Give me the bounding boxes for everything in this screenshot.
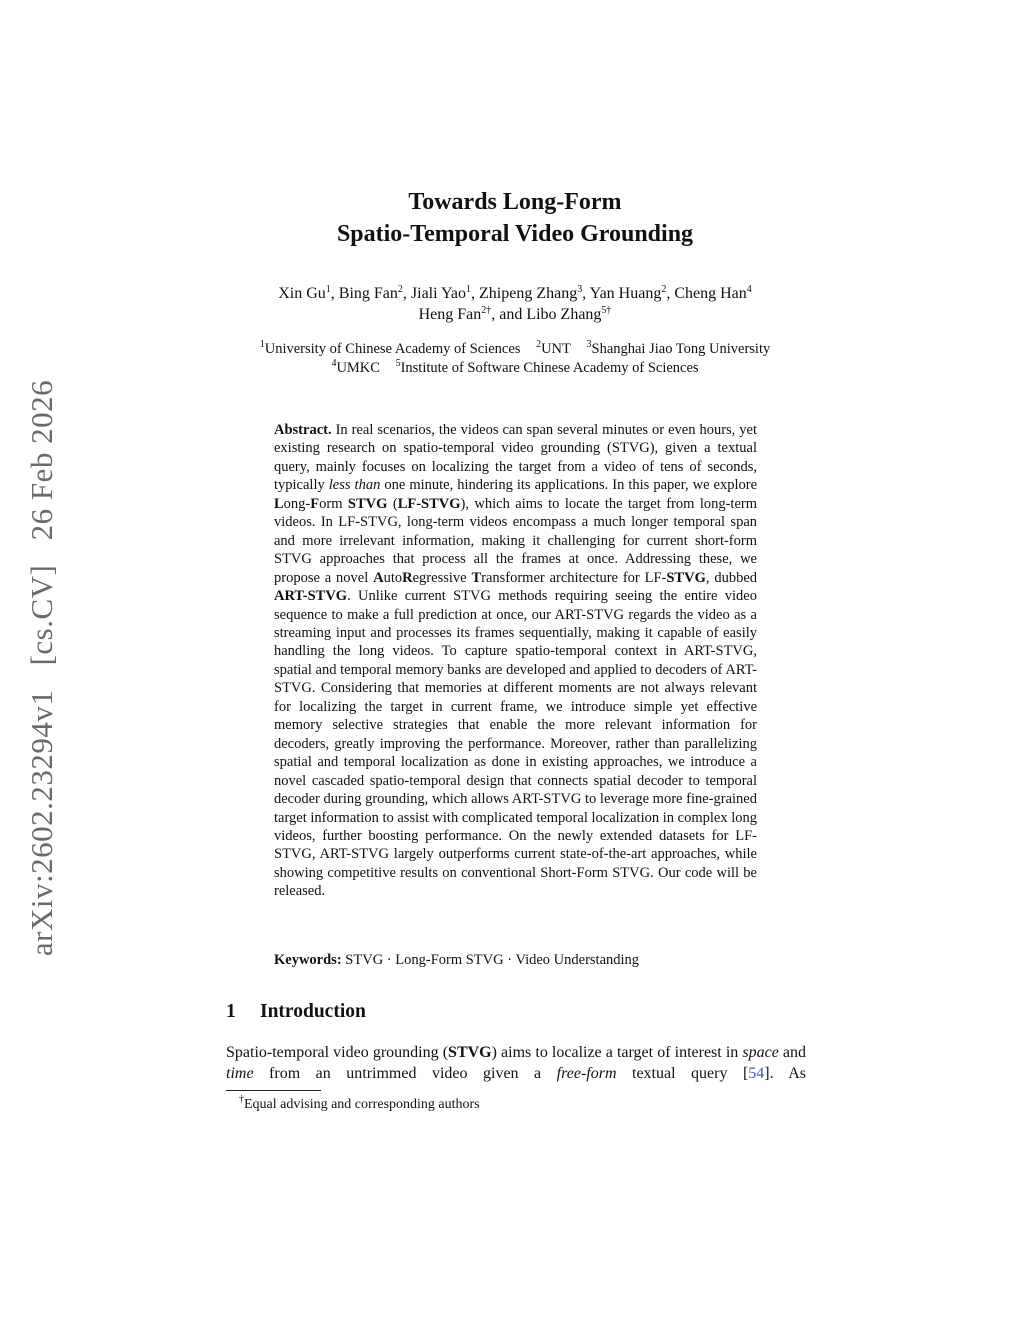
keyword: Video Understanding [515, 952, 640, 968]
title-line-1: Towards Long-Form [408, 189, 622, 215]
section-number: 1 [226, 1001, 236, 1022]
affiliation-line-1 [0, 340, 1024, 359]
author-name: Xin Gu [278, 285, 326, 302]
author-affil-mark: 3 [577, 284, 583, 295]
body-emphasis: space [742, 1044, 779, 1061]
bold-initial: L [274, 495, 284, 512]
author-affil-mark: 1 [466, 284, 472, 295]
keywords [274, 951, 757, 969]
keyword: STVG [345, 952, 384, 968]
author-name: Libo Zhang [526, 306, 602, 323]
body-text: ) aims to localize a target of interest in [491, 1044, 739, 1061]
keyword-separator: · [386, 952, 392, 968]
bold-term: STVG [666, 569, 706, 586]
abstract-text: ), which aims to locate the target from long-term videos. In LF-STVG, long-term videos encompass a much longer temporal span and more irrelevant information, making it challenging for current short-form STVG approaches that process all the frames at once. Addressing these, we propose a novel [274, 495, 758, 586]
arxiv-category: [cs.CV] [24, 564, 59, 666]
intro-paragraph [226, 1042, 806, 1084]
bold-term: LF-STVG [397, 495, 461, 512]
affil-number: 4 [331, 358, 337, 369]
author-line-1: Xin Gu$^1$, Bing Fan$^2$, Jiali Yao$^1$, Zhipeng Zhang$^3$, Yan Huang$^2$, Cheng Han$^4$ [278, 284, 752, 302]
citation-link[interactable]: 54 [748, 1065, 765, 1082]
footnote [239, 1096, 480, 1113]
author-conjunction: and [499, 306, 523, 323]
author-name: Heng Fan [418, 306, 482, 323]
abstract-text: one minute, hindering its applications. In this paper, we explore [384, 477, 758, 494]
author-name: Jiali Yao [410, 285, 467, 302]
affiliation: University of Chinese Academy of Sciences [264, 341, 521, 357]
author-affil-mark: 2 [397, 284, 403, 295]
body-text: ]. As [764, 1065, 807, 1082]
abstract-emphasis: less than [328, 477, 381, 494]
bold-term: STVG [448, 1044, 492, 1061]
affiliation: UNT [541, 341, 571, 357]
author-affil-mark: 2 [661, 284, 667, 295]
abstract-text: uto [383, 569, 403, 586]
section-heading [226, 1001, 366, 1023]
bold-term: ART-STVG [274, 588, 348, 605]
author-name: Cheng Han [674, 285, 747, 302]
author-affil-mark: 2† [481, 305, 492, 316]
author-name: Zhipeng Zhang [479, 285, 578, 302]
abstract-text: , dubbed [705, 569, 758, 586]
body-emphasis: free-form [556, 1065, 617, 1082]
body-emphasis: time [226, 1065, 254, 1082]
author-affil-mark: 1 [325, 284, 331, 295]
keyword-separator: · [507, 952, 513, 968]
body-text: and [782, 1044, 807, 1061]
abstract-text: ( [392, 495, 398, 512]
affiliation: Institute of Software Chinese Academy of Sciences [400, 360, 699, 376]
arxiv-id: arXiv:2602.23294v1 [24, 689, 59, 957]
bold-initial: A [373, 569, 384, 586]
affiliation-line-2 [0, 359, 1024, 378]
affil-number: 1 [259, 339, 265, 350]
abstract-text: ransformer architecture for LF- [481, 569, 667, 586]
author-name: Yan Huang [589, 285, 662, 302]
title-line-2: Spatio-Temporal Video Grounding [336, 221, 694, 247]
footnote-mark: † [239, 1094, 244, 1105]
abstract-text: . Unlike current STVG methods requiring seeing the entire video sequence to make a full prediction at once, our ART-STVG regards the video as a streaming input and processes its frames sequentially, making it capable of easily handling the long videos. To capture spatio-temporal context in ART-STVG, spatial and temporal memory banks are developed and applied to decoders of ART-STVG. Considering that memories at different moments are not always relevant for localizing the target in current frame, we introduce simple yet effective memory selective strategies that enable the more relevant information for decoders, greatly improving the performance. Moreover, rather than parallelizing spatial and temporal localization as done in existing approaches, we introduce a novel cascaded spatio-temporal design that connects spatial decoder to temporal decoder during grounding, which allows ART-STVG to leverage more fine-grained target information to assist with complicated temporal localization in complex long videos, further boosting performance. On the newly extended datasets for LF-STVG, ART-STVG largely outperforms current state-of-the-art approaches, while showing competitive results on conventional Short-Form STVG. Our code will be released. [274, 588, 757, 900]
bold-initial: R [402, 569, 413, 586]
abstract-label: Abstract. [274, 422, 332, 438]
affil-number: 5 [395, 358, 401, 369]
arxiv-date: 26 Feb 2026 [24, 379, 59, 541]
affiliation: Shanghai Jiao Tong University [591, 341, 771, 357]
footnote-text: Equal advising and corresponding authors [244, 1097, 480, 1112]
arxiv-identifier-stamp [24, 364, 60, 956]
keyword: Long-Form STVG [395, 952, 504, 968]
keywords-label: Keywords: [274, 952, 342, 968]
body-text: from an untrimmed video given a [269, 1065, 542, 1082]
author-line-2: Heng Fan$^{2\dagger}$, and Libo Zhang$^{5\dagger}$ [418, 305, 612, 323]
affil-number: 3 [586, 339, 592, 350]
affiliation-list [0, 340, 1024, 378]
abstract-text: orm [319, 495, 343, 512]
abstract [274, 421, 757, 901]
author-list [0, 283, 1024, 325]
body-text: Spatio-temporal video grounding ( [226, 1044, 449, 1061]
abstract-text: egressive [412, 569, 467, 586]
body-text: textual query [ [632, 1065, 749, 1082]
affil-number: 2 [536, 339, 542, 350]
section-title: Introduction [260, 1001, 366, 1022]
author-name: Bing Fan [338, 285, 398, 302]
bold-initial: F [310, 495, 320, 512]
abstract-text: ong- [283, 495, 311, 512]
affiliation: UMKC [336, 360, 380, 376]
author-affil-mark: 4 [746, 284, 752, 295]
author-affil-mark: 5† [601, 305, 612, 316]
bold-term: STVG [347, 495, 388, 512]
abstract-text: In real scenarios, the videos can span several minutes or even hours, yet existing research on spatio-temporal video grounding (STVG), given a textual query, mainly focuses on localizing the target from a video of tens of seconds, typically [274, 422, 757, 494]
bold-initial: T [471, 569, 482, 586]
paper-title [0, 186, 1024, 250]
footnote-rule [226, 1090, 321, 1091]
